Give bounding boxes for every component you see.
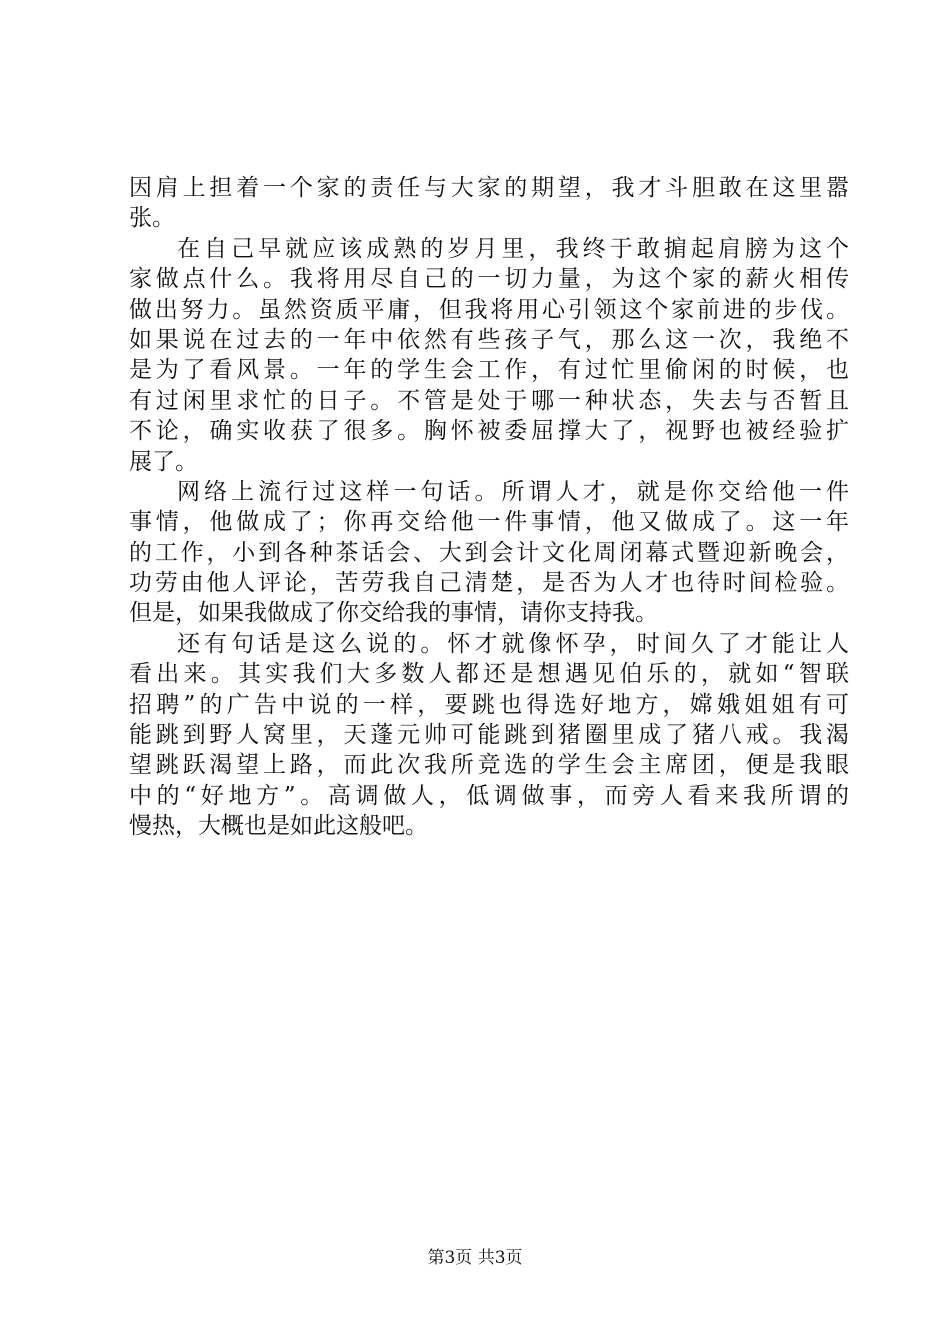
text-line: 但是，如果我做成了你交给我的事情，请你支持我。 (129, 600, 658, 627)
text-line: 还有句话是这么说的。怀才就像怀孕，时间久了才能让人 (177, 630, 849, 657)
paragraph (129, 234, 849, 477)
text-line: 看出来。其实我们大多数人都还是想遇见伯乐的，就如“智联 (129, 661, 849, 688)
text-line: 做出努力。虽然资质平庸，但我将用心引领这个家前进的步伐。 (129, 296, 849, 323)
page-footer: 第3页 共3页 (427, 1248, 523, 1268)
text-line: 望跳跃渴望上路，而此次我所竞选的学生会主席团，便是我眼 (129, 752, 849, 779)
text-line: 功劳由他人评论，苦劳我自己清楚，是否为人才也待时间检验。 (129, 570, 849, 597)
text-line: 有过闲里求忙的日子。不管是处于哪一种状态，失去与否暂且 (129, 387, 849, 414)
text-line: 中的“好地方”。高调做人，低调做事，而旁人看来我所谓的 (129, 782, 849, 809)
text-line: 因肩上担着一个家的责任与大家的期望，我才斗胆敢在这里嚣 (129, 175, 849, 201)
text-line: 是为了看风景。一年的学生会工作，有过忙里偷闲的时候，也 (129, 357, 849, 384)
text-line: 不论，确实收获了很多。胸怀被委屈撑大了，视野也被经验扩 (129, 418, 849, 445)
text-line: 网络上流行过这样一句话。所谓人才，就是你交给他一件 (177, 478, 849, 505)
text-line: 事情，他做成了；你再交给他一件事情，他又做成了。这一年 (129, 509, 849, 536)
text-line: 能跳到野人窝里，天蓬元帅可能跳到猪圈里成了猪八戒。我渴 (129, 722, 849, 749)
text-line: 张。 (129, 205, 175, 232)
text-line: 如果说在过去的一年中依然有些孩子气，那么这一次，我绝不 (129, 326, 849, 353)
paragraph (129, 629, 849, 842)
text-line: 家做点什么。我将用尽自己的一切力量，为这个家的薪火相传 (129, 266, 849, 293)
paragraph (129, 477, 849, 629)
text-line: 招聘”的广告中说的一样，要跳也得选好地方，嫦娥姐姐有可 (129, 691, 849, 718)
paragraph (129, 173, 849, 234)
text-line: 的工作，小到各种茶话会、大到会计文化周闭幕式暨迎新晚会， (129, 539, 849, 566)
text-line: 展了。 (129, 448, 198, 475)
document-body (129, 173, 849, 842)
text-line: 在自己早就应该成熟的岁月里，我终于敢掮起肩膀为这个 (177, 235, 849, 262)
text-line: 慢热，大概也是如此这般吧。 (129, 813, 428, 840)
